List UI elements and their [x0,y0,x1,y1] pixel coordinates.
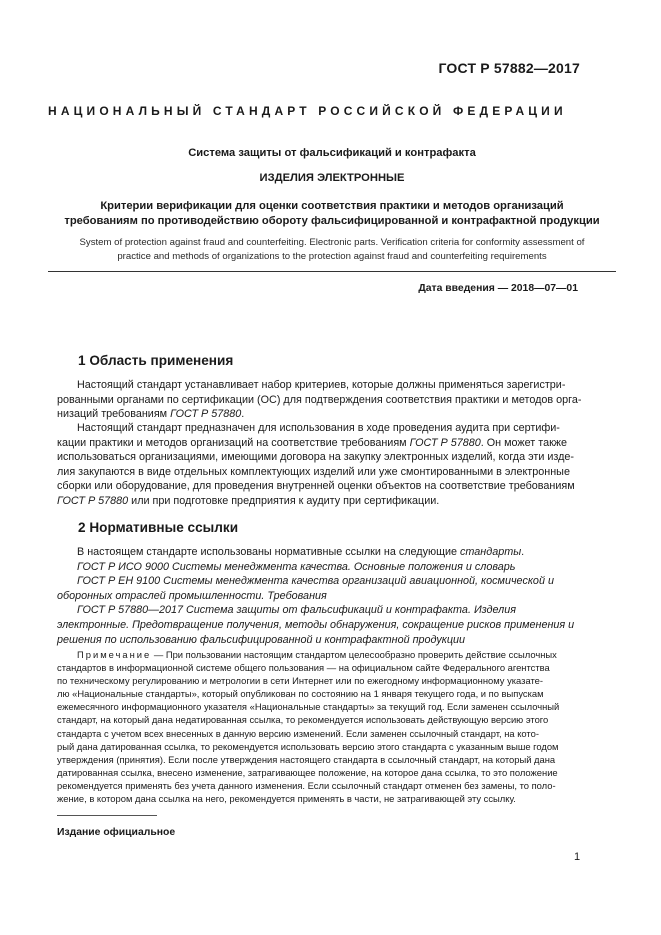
text-line: рый дана датированная ссылка, то рекомендуется использовать версию этого стандарта с указанным выше годом [57,740,559,752]
text-fragment: . Он может также [480,436,568,449]
footer-divider [57,815,157,816]
text-line: сборки или оборудование, для проведения внутренней оценки объектов на соответствие требованиям [57,480,575,493]
reference-item: ГОСТ Р ЕН 9100 Системы менеджмента качества организаций авиационной, космической и [77,575,554,588]
section-1-paragraph-2 [57,421,584,509]
text-fragment: низаций требованиям [57,408,171,421]
text-line: стандарт, на который дана недатированная ссылка, то рекомендуется использовать действующую версию этого [57,714,549,726]
section-1-paragraph-1 [57,378,584,422]
text-line [57,648,584,661]
text-line: Настоящий стандарт предназначен для использования в ходе проведения аудита при сертифи- [77,422,560,434]
standard-reference: ГОСТ Р 57880 [170,408,242,421]
edition-label: Издание официальное [57,827,176,838]
title-russian-line: требованиям по противодействию обороту фальсифицированной и контрафактной продукции [64,214,600,227]
reference-item: решения по использованию фальсифицированной и контрафактной продукции [57,633,466,646]
text-line [57,436,584,451]
text-line: Настоящий стандарт устанавливает набор критериев, которые должны применяться зарегистри- [77,379,566,391]
divider [48,271,616,272]
text-line: ежемесячного информационного указателя «Национальные стандарты» за текущий год. Если заменен ссылочный [57,701,560,713]
subject-title: ИЗДЕЛИЯ ЭЛЕКТРОННЫЕ [259,172,405,184]
title-russian-line: Критерии верификации для оценки соответствия практики и методов организаций [100,200,564,212]
text-line: рованными органами по сертификации (ОС) для подтверждения соответствия практики и методов орга- [57,393,582,406]
text-line: В настоящем стандарте использованы нормативные ссылки на следующие стандарты. [77,546,525,558]
document-code: ГОСТ Р 57882—2017 [438,60,580,76]
section-2-references [57,545,584,647]
note-label: Примечание [77,649,152,660]
title-english [48,236,616,264]
title-english-line: practice and methods of organizations to the protection against fraud and counterfeiting requirements [117,250,547,262]
reference-item: ГОСТ Р 57880—2017 Система защиты от фальсификаций и контрафакта. Изделия [77,604,517,617]
text-line: рекомендуется применять без учета данного изменения. Если ссылочный стандарт отменен без замены, то поло- [57,779,556,791]
text-fragment: В настоящем стандарте использованы нормативные ссылки на следующие [77,546,461,558]
section-1-heading: 1 Область применения [78,353,234,368]
title-russian [48,199,616,228]
section-2-heading: 2 Нормативные ссылки [78,520,239,535]
text-line [57,494,584,509]
text-line: утверждения (принятия). Если после утверждения настоящего стандарта в ссылочный стандарт, на который дана [57,753,556,765]
text-line: лия закупаются в виде отдельных комплектующих изделий или уже смонтированными в электронные [57,465,570,478]
page-number: 1 [574,851,581,863]
text-fragment: кации практики и методов организаций на соответствие требованиям [57,436,410,449]
text-line: жение, в котором дана ссылка на него, рекомендуется применять в части, не затрагивающей эту ссылку. [57,793,516,805]
series-title: Система защиты от фальсификаций и контрафакта [188,147,476,159]
text-line: стандартов в информационной системе общего пользования — на официальном сайте Федерального агентства [57,662,550,674]
standard-reference: ГОСТ Р 57880 [57,494,129,507]
standard-banner: НАЦИОНАЛЬНЫЙ СТАНДАРТ РОССИЙСКОЙ ФЕДЕРАЦИИ [48,104,567,118]
text-line: использоваться организациями, имеющими договора на закупку электронных изделий, когда эти изде- [57,451,575,464]
text-line: стандарта с учетом всех внесенных в данную версию изменений. Если заменен ссылочный стандарт, на кото- [57,727,539,739]
reference-item: электронные. Предотвращение получения, методы обнаружения, сокращение рисков применения и [57,618,575,631]
text-fragment: стандарты [460,546,522,558]
standard-reference: ГОСТ Р 57880 [409,436,481,449]
introduction-date: Дата введения — 2018—07—01 [418,283,578,294]
text-line: по техническому регулированию и метрологии в сети Интернет или по ежегодному информационному указате- [57,675,543,687]
title-english-line: System of protection against fraud and counterfeiting. Electronic parts. Verification criteria for conformity assessment of [79,237,585,248]
reference-item: оборонных отраслей промышленности. Требования [57,589,327,602]
text-line: низаций требованиям ГОСТ Р 57880. [57,408,245,421]
section-2-note [57,648,584,805]
reference-item: ГОСТ Р ИСО 9000 Системы менеджмента качества. Основные положения и словарь [77,560,516,573]
text-line: датированная ссылка, внесено изменение, затрагивающее положение, на которое дана ссылка, то это положение [57,766,558,778]
text-fragment: или при подготовке предприятия к аудиту при сертификации. [128,494,440,507]
text-fragment: — При пользовании настоящим стандартом целесообразно проверить действие ссылочных [151,649,557,660]
text-line: лю «Национальные стандарты», который опубликован по состоянию на 1 января текущего года, и по выпускам [57,688,544,700]
